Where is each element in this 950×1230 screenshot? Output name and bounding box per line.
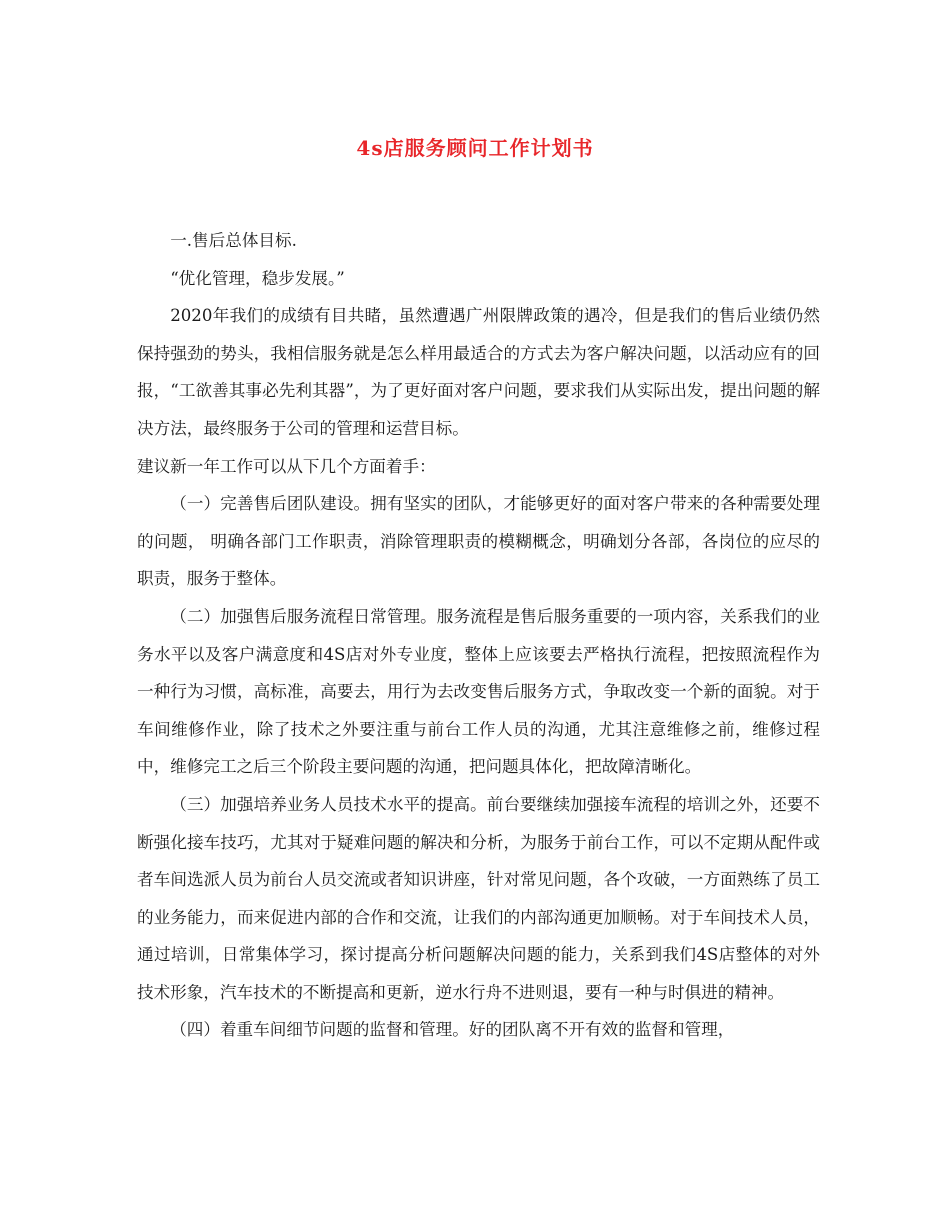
paragraph-suggestion-intro: 建议新一年工作可以从下几个方面着手： <box>137 456 436 476</box>
document-body <box>137 222 820 1049</box>
paragraph-item-1: （一）完善售后团队建设。拥有坚实的团队，才能够更好的面对客户带来的各种需要处理的问题， 明确各部门工作职责，消除管理职责的模糊概念，明确划分各部，各岗位的应尽的职责，服务于整体。 <box>137 494 820 589</box>
paragraph-slogan: “优化管理，稳步发展。” <box>170 268 345 288</box>
paragraph-2020-review: 2020年我们的成绩有目共睹，虽然遭遇广州限牌政策的遇冷，但是我们的售后业绩仍然保持强劲的势头，我相信服务就是怎么样用最适合的方式去为客户解决问题，以活动应有的回报，“工欲善其事必先利其器”，为了更好面对客户问题，要求我们从实际出发，提出问题的解决方法，最终服务于公司的管理和运营目标。 <box>137 306 820 438</box>
document-title: 4s店服务顾问工作计划书 <box>356 136 594 160</box>
paragraph-item-3: （三）加强培养业务人员技术水平的提高。前台要继续加强接车流程的培训之外，还要不断强化接车技巧，尤其对于疑难问题的解决和分析，为服务于前台工作，可以不定期从配件或者车间选派人员为前台人员交流或者知识讲座，针对常见问题，各个攻破，一方面熟练了员工的业务能力，而来促进内部的合作和交流，让我们的内部沟通更加顺畅。对于车间技术人员，通过培训，日常集体学习，探讨提高分析问题解决问题的能力，关系到我们4S店整体的对外技术形象，汽车技术的不断提高和更新，逆水行舟不进则退，要有一种与时俱进的精神。 <box>137 794 820 1002</box>
paragraph-item-4: （四）着重车间细节问题的监督和管理。好的团队离不开有效的监督和管理， <box>170 1020 735 1040</box>
paragraph-item-2: （二）加强售后服务流程日常管理。服务流程是售后服务重要的一项内容，关系我们的业务水平以及客户满意度和4S店对外专业度，整体上应该要去严格执行流程，把按照流程作为一种行为习惯，高标准，高要去，用行为去改变售后服务方式，争取改变一个新的面貌。对于车间维修作业，除了技术之外要注重与前台工作人员的沟通，尤其注意维修之前，维修过程中，维修完工之后三个阶段主要问题的沟通，把问题具体化，把故障清晰化。 <box>137 606 820 777</box>
paragraph-goal-heading: 一.售后总体目标. <box>170 231 297 250</box>
